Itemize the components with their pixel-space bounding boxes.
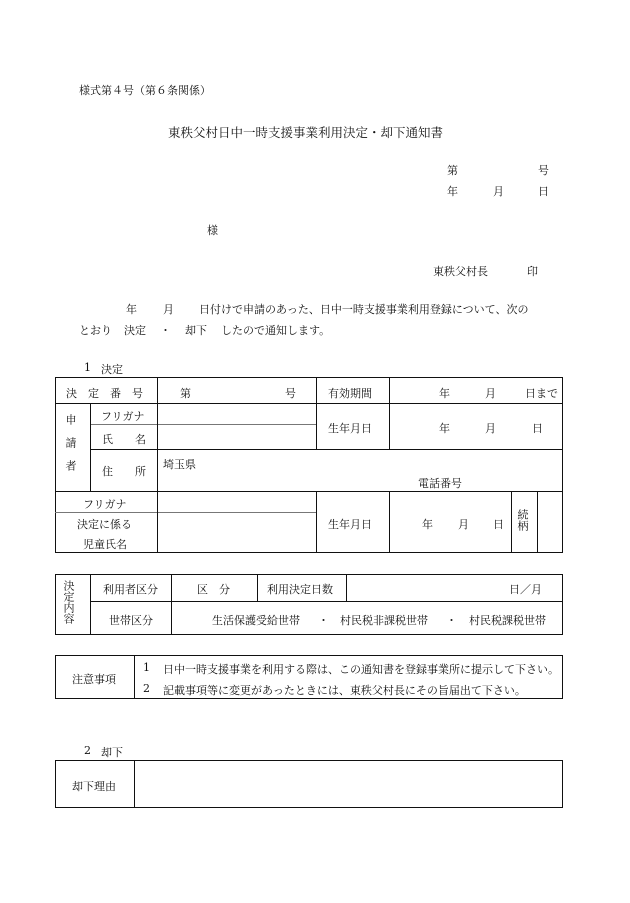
section2-heading: 却下 (101, 746, 123, 759)
applicant-furigana-label: フリガナ (101, 410, 145, 423)
decision-content-label: 決定内容 (62, 580, 75, 624)
applicant-birth-year: 年 (439, 422, 450, 435)
intro-decision: 決定 (124, 324, 146, 337)
note-number-2: 2 (143, 682, 150, 695)
section2-number: 2 (84, 744, 91, 757)
section1-heading: 決定 (101, 363, 123, 376)
applicant-label: 申請者 (64, 414, 77, 483)
decision-days-unit: 日／月 (509, 583, 542, 596)
applicant-birth-day: 日 (532, 422, 543, 435)
decision-number-prefix: 第 (180, 387, 191, 400)
note-text-2: 記載事項等に変更があったときには、東秩父村長にその旨届出て下さい。 (163, 684, 526, 697)
child-furigana-label: フリガナ (83, 498, 127, 511)
note-number-1: 1 (143, 661, 150, 674)
applicant-name-label: 氏 名 (102, 433, 146, 446)
intro-reject: 却下 (185, 324, 207, 337)
child-name-label-1: 決定に係る (77, 518, 132, 531)
household-option-nontaxable: 村民税非課税世帯 (340, 614, 428, 627)
notes-label: 注意事項 (72, 673, 116, 686)
household-label: 世帯区分 (109, 614, 153, 627)
intro-dot: ・ (160, 324, 171, 337)
decision-number-suffix: 号 (285, 387, 296, 400)
form-number: 様式第４号（第６条関係） (79, 84, 211, 97)
household-separator-2: ・ (446, 614, 457, 627)
household-option-taxable: 村民税課税世帯 (469, 614, 546, 627)
validity-year: 年 (439, 387, 450, 400)
date-day: 日 (538, 185, 549, 198)
household-separator-1: ・ (318, 614, 329, 627)
intro-line2-end: したので通知します。 (221, 324, 331, 337)
applicant-phone-label: 電話番号 (418, 477, 462, 490)
child-birth-label: 生年月日 (328, 518, 372, 531)
document-title: 東秩父村日中一時支援事業利用決定・却下通知書 (168, 125, 444, 140)
intro-line1-text: 日付けで申請のあった、日中一時支援事業利用登録について、次の (199, 303, 529, 316)
intro-line2-start: とおり (79, 324, 112, 337)
note-text-1: 日中一時支援事業を利用する際は、この通知書を登録事業所に提示して下さい。 (163, 663, 559, 676)
doc-number-prefix: 第 (447, 164, 458, 177)
intro-month: 月 (163, 303, 174, 316)
applicant-address-label: 住 所 (102, 465, 146, 478)
category-label: 区 分 (197, 583, 230, 596)
applicant-birth-label: 生年月日 (328, 422, 372, 435)
doc-number-suffix: 号 (538, 164, 549, 177)
user-category-label: 利用者区分 (103, 583, 158, 596)
reject-reason-label: 却下理由 (72, 780, 116, 793)
relation-label: 続柄 (516, 509, 529, 531)
child-birth-month: 月 (458, 518, 469, 531)
date-month: 月 (493, 185, 504, 198)
household-option-welfare: 生活保護受給世帯 (212, 614, 300, 627)
applicant-birth-month: 月 (485, 422, 496, 435)
validity-label: 有効期間 (328, 387, 372, 400)
validity-month: 月 (485, 387, 496, 400)
applicant-address-value: 埼玉県 (163, 458, 196, 471)
child-birth-day: 日 (493, 518, 504, 531)
addressee-suffix: 様 (207, 224, 218, 237)
decision-number-label: 決 定 番 号 (66, 387, 143, 400)
validity-until: 日まで (525, 387, 558, 400)
issuer-name: 東秩父村長 (433, 265, 488, 278)
child-birth-year: 年 (422, 518, 433, 531)
date-year: 年 (447, 185, 458, 198)
child-name-label-2: 児童氏名 (83, 538, 127, 551)
seal-mark: 印 (527, 265, 538, 278)
decision-days-label: 利用決定日数 (267, 583, 333, 596)
section1-number: 1 (84, 361, 91, 374)
intro-year: 年 (126, 303, 137, 316)
